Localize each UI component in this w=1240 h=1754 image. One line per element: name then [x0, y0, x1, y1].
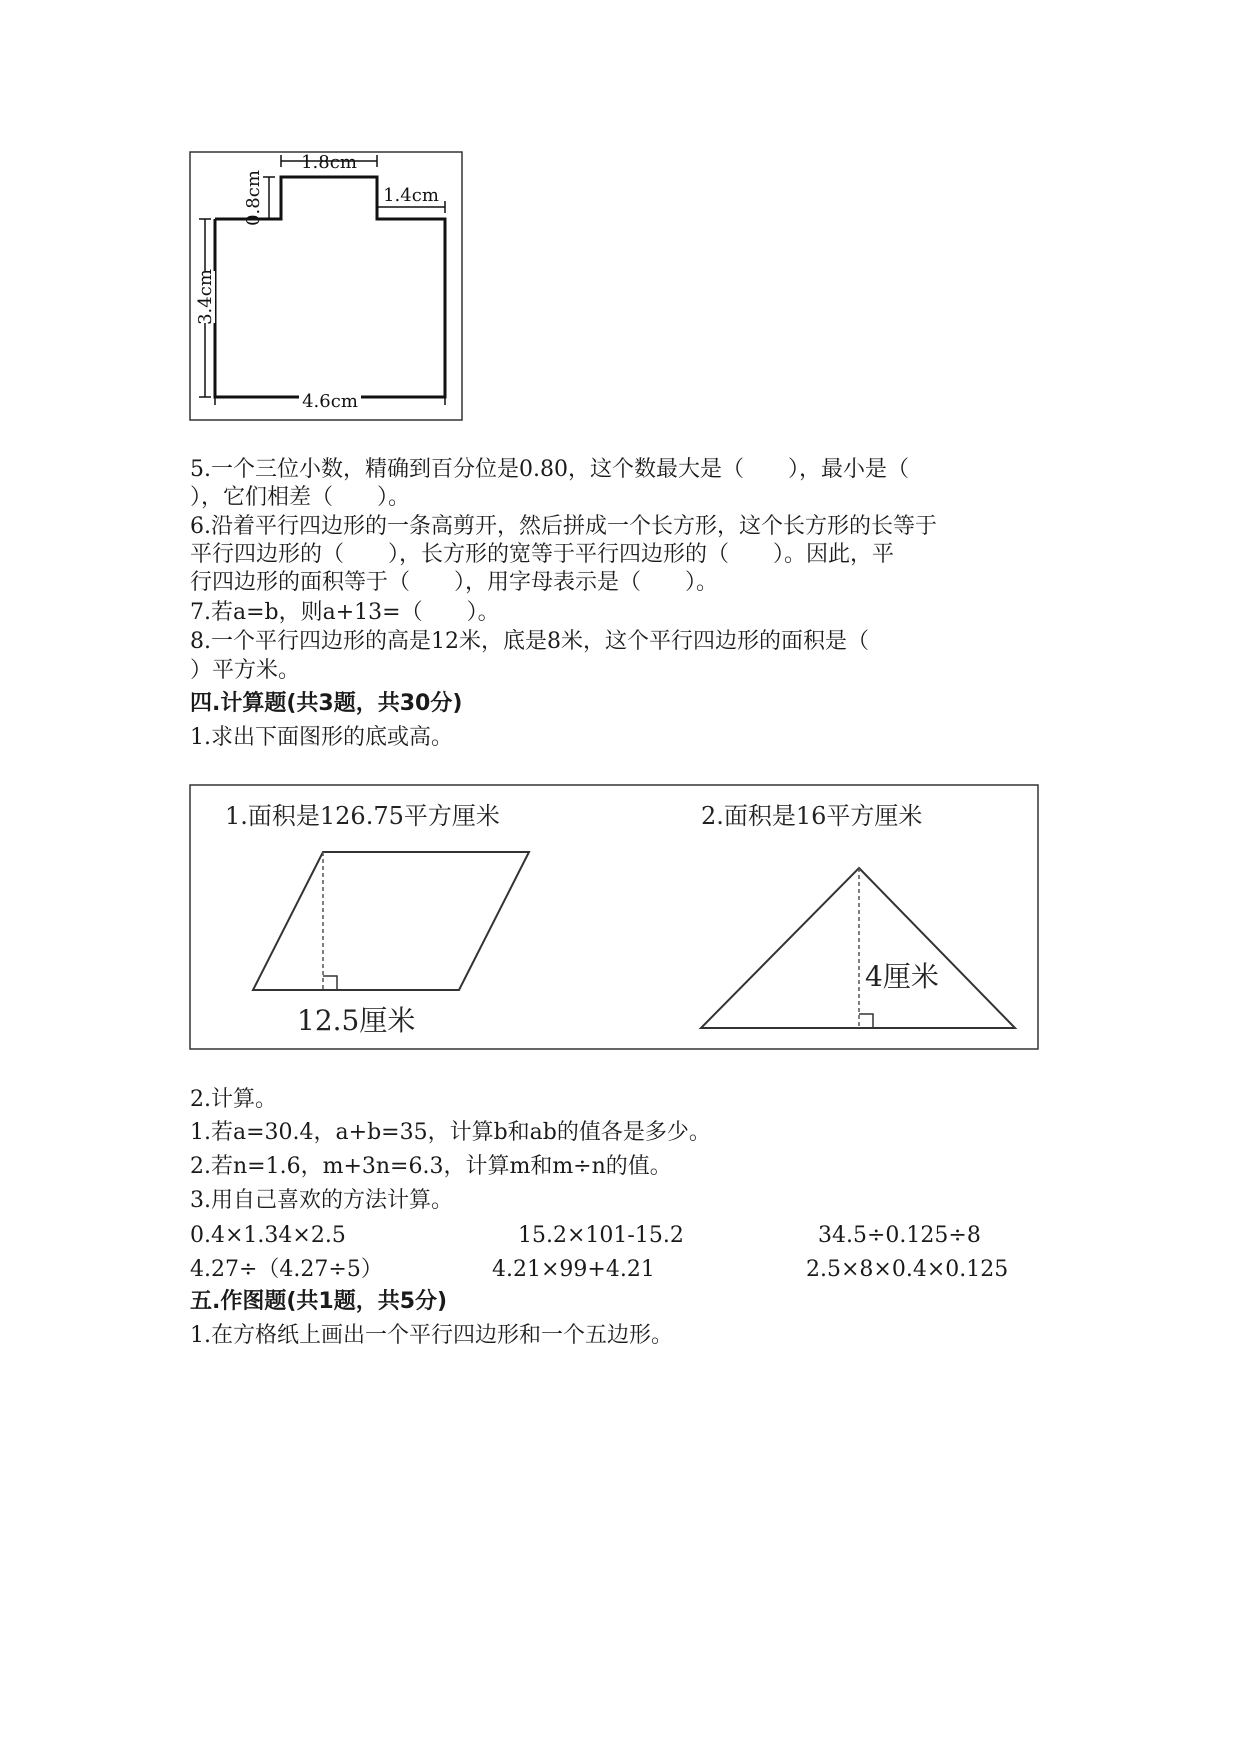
stepped-shape-figure — [189, 151, 463, 421]
question-6-line2: 平行四边形的（ ），长方形的宽等于平行四边形的（ ）。因此，平 — [190, 542, 895, 567]
dim-step-height: 0.8cm — [243, 170, 264, 226]
dim-bottom-width: 4.6cm — [302, 391, 358, 412]
section-4-question-2: 2.计算。 — [190, 1087, 277, 1112]
calc-expression: 4.27÷（4.27÷5） — [190, 1257, 383, 1282]
triangle-height-label: 4厘米 — [865, 960, 939, 993]
calc-item-3: 3.用自己喜欢的方法计算。 — [190, 1188, 453, 1213]
section-4-heading: 四.计算题(共3题，共30分) — [190, 691, 463, 716]
parallelogram-title: 1.面积是126.75平方厘米 — [225, 802, 500, 830]
question-8-line1: 8.一个平行四边形的高是12米，底是8米，这个平行四边形的面积是（ — [190, 629, 869, 654]
parallelogram-base-label: 12.5厘米 — [297, 1004, 416, 1037]
section-5-question-1: 1.在方格纸上画出一个平行四边形和一个五边形。 — [190, 1323, 673, 1348]
calc-expression: 2.5×8×0.4×0.125 — [806, 1257, 1009, 1282]
calc-expression: 4.21×99+4.21 — [492, 1257, 655, 1282]
calc-item-1: 1.若a=30.4，a+b=35，计算b和ab的值各是多少。 — [190, 1120, 711, 1145]
dim-left-height: 3.4cm — [195, 269, 216, 325]
question-8-line2: ）平方米。 — [190, 658, 301, 683]
triangle-title: 2.面积是16平方厘米 — [701, 802, 923, 830]
question-6-line3: 行四边形的面积等于（ ），用字母表示是（ ）。 — [190, 570, 719, 595]
triangle — [701, 868, 1015, 1028]
question-5-line2: ），它们相差（ ）。 — [190, 485, 411, 510]
dim-right-step: 1.4cm — [383, 185, 439, 206]
dim-top-width: 1.8cm — [301, 152, 357, 173]
section-4-question-1: 1.求出下面图形的底或高。 — [190, 725, 453, 750]
calc-expression: 0.4×1.34×2.5 — [190, 1223, 346, 1248]
triangle-right-angle — [859, 1014, 873, 1028]
question-5-line1: 5.一个三位小数，精确到百分位是0.80，这个数最大是（ ），最小是（ — [190, 457, 909, 482]
calc-expression: 15.2×101-15.2 — [518, 1223, 684, 1248]
calc-expression: 34.5÷0.125÷8 — [818, 1223, 981, 1248]
parallelogram-right-angle — [323, 976, 337, 990]
calc-item-2: 2.若n=1.6，m+3n=6.3，计算m和m÷n的值。 — [190, 1154, 672, 1179]
section-5-heading: 五.作图题(共1题，共5分) — [190, 1289, 448, 1314]
area-figures — [189, 784, 1039, 1050]
question-7: 7.若a=b，则a+13=（ ）。 — [190, 600, 500, 625]
parallelogram — [253, 852, 529, 990]
question-6-line1: 6.沿着平行四边形的一条高剪开，然后拼成一个长方形，这个长方形的长等于 — [190, 514, 937, 539]
